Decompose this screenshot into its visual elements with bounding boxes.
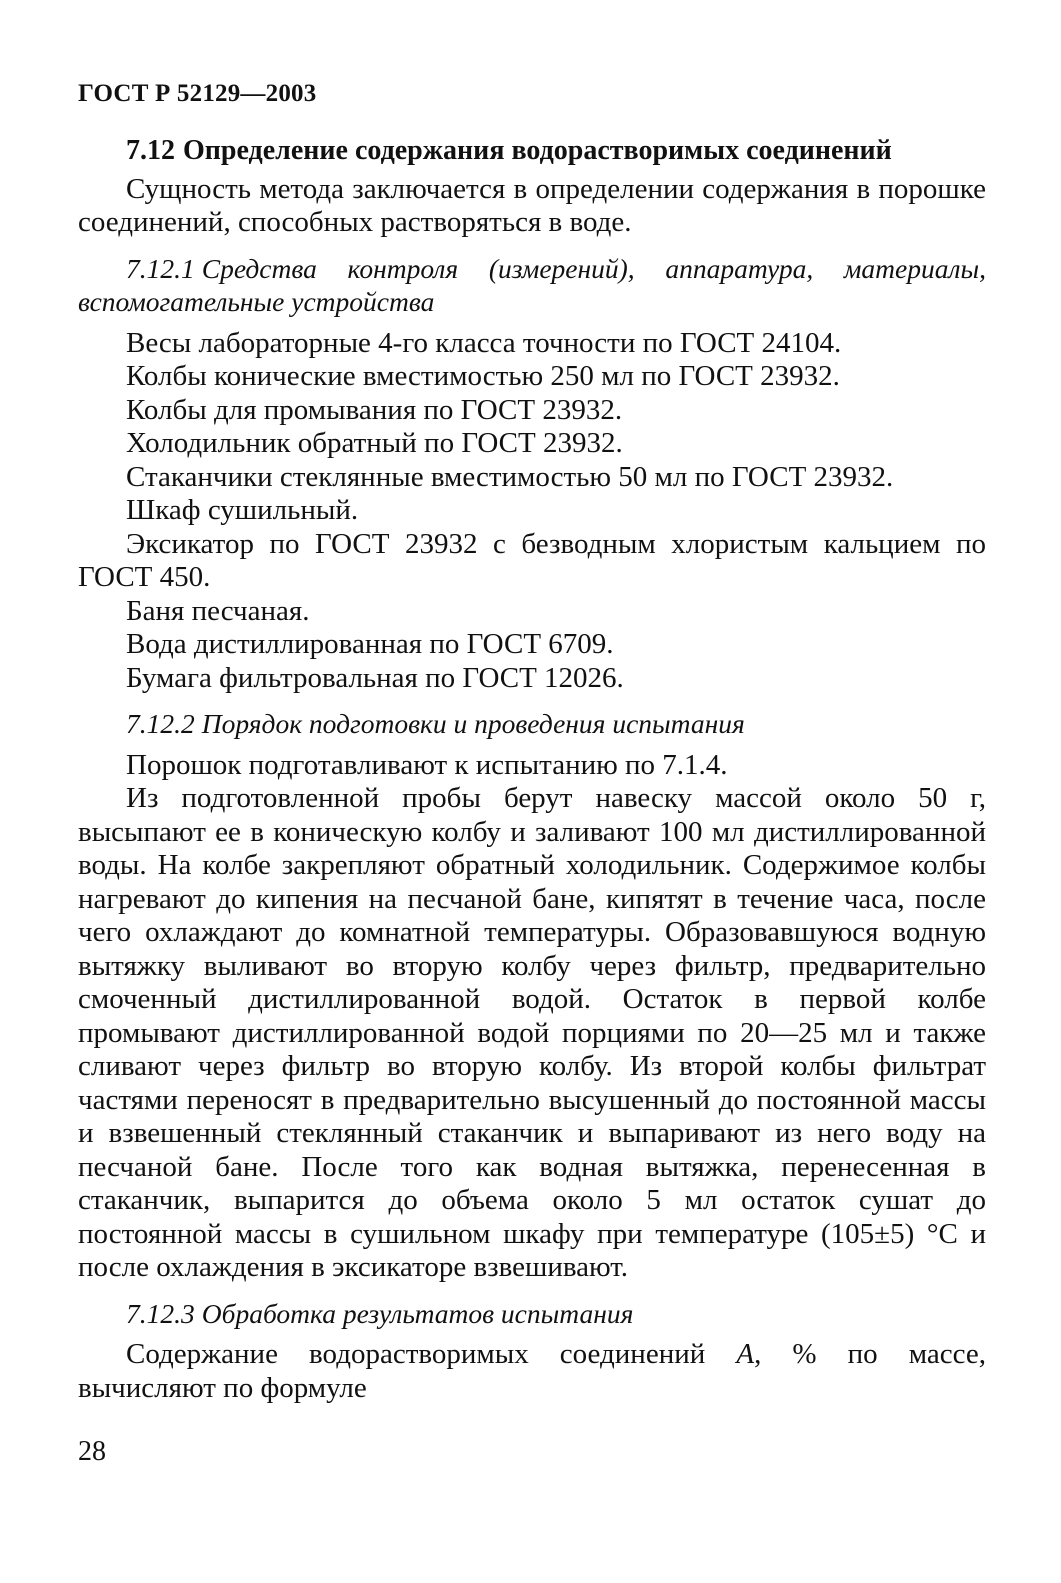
section-intro: Сущность метода заключается в определении содержания в порошке соединений, способных растворяться в воде. [78,172,986,238]
results-text-end: , % по массе, вычисляют по формуле [78,1338,986,1404]
equipment-item: Баня песчаная. [126,594,310,627]
page-body [78,134,986,1405]
equipment-item: Бумага фильтровальная по ГОСТ 12026. [126,661,624,694]
subsection-heading-2 [78,707,986,741]
results-text-start: Содержание водорастворимых соединений [126,1338,737,1370]
equipment-item: Весы лабораторные 4-го класса точности по ГОСТ 24104. [126,326,842,359]
procedure-paragraph-2: Из подготовленной пробы берут навеску массой около 50 г, высыпают ее в коническую колбу и заливают 100 мл дистиллированной воды. На колбе закрепляют обратный холодильник. Содержимое колбы нагревают до кипения на песчаной бане, кипятят в течение часа, после чего охлаждают до комнатной температуры. Образовавшуюся водную вытяжку выливают во вторую колбу через фильтр, предварительно смоченный дистиллированной водой. Остаток в первой колбе промывают дистиллированной водой порциями по 20—25 мл и также сливают через фильтр во вторую колбу. Из второй колбы фильтрат частями переносят в предварительно высушенный до постоянной массы и взвешенный стеклянный стаканчик и выпаривают из него воду на песчаной бане. После того как водная вытяжка, перенесенная в стаканчик, выпарится до объема около 5 мл остаток сушат до постоянной массы в сушильном шкафу при температуре (105±5) °С и после охлаждения в эксикаторе взвешивают. [78,782,986,1283]
section-number: 7.12 [126,135,175,166]
equipment-item: Холодильник обратный по ГОСТ 23932. [126,427,623,459]
results-paragraph [78,1338,986,1405]
page-number: 28 [78,1436,106,1467]
equipment-item: Вода дистиллированная по ГОСТ 6709. [126,628,614,660]
bottom-margin [0,1490,1061,1583]
subsection-title: Порядок подготовки и проведения испытания [201,708,745,739]
subsection-title: Обработка результатов испытания [201,1297,634,1329]
variable-a: А [736,1338,755,1370]
equipment-item: Шкаф сушильный. [126,494,359,526]
subsection-number: 7.12.3 [126,1297,195,1329]
subsection-heading-3 [78,1297,986,1331]
section-heading [126,134,986,168]
equipment-item: Стаканчики стеклянные вместимостью 50 мл по ГОСТ 23932. [126,460,894,493]
equipment-item: Колбы конические вместимостью 250 мл по ГОСТ 23932. [126,360,840,392]
procedure-paragraph-1: Порошок подготавливают к испытанию по 7.1.4. [126,748,728,781]
subsection-title: Средства контроля (измерений), аппаратура, материалы, вспомогательные устройства [78,252,986,317]
section-title: Определение содержания водорастворимых соединений [183,135,892,166]
document-code-header: ГОСТ Р 52129—2003 [78,80,317,107]
equipment-item: Эксикатор по ГОСТ 23932 с безводным хлористым кальцием по ГОСТ 450. [78,527,986,593]
equipment-item: Колбы для промывания по ГОСТ 23932. [126,393,623,426]
subsection-heading-1 [78,252,986,319]
subsection-number: 7.12.2 [126,708,195,739]
subsection-number: 7.12.1 [126,252,195,284]
